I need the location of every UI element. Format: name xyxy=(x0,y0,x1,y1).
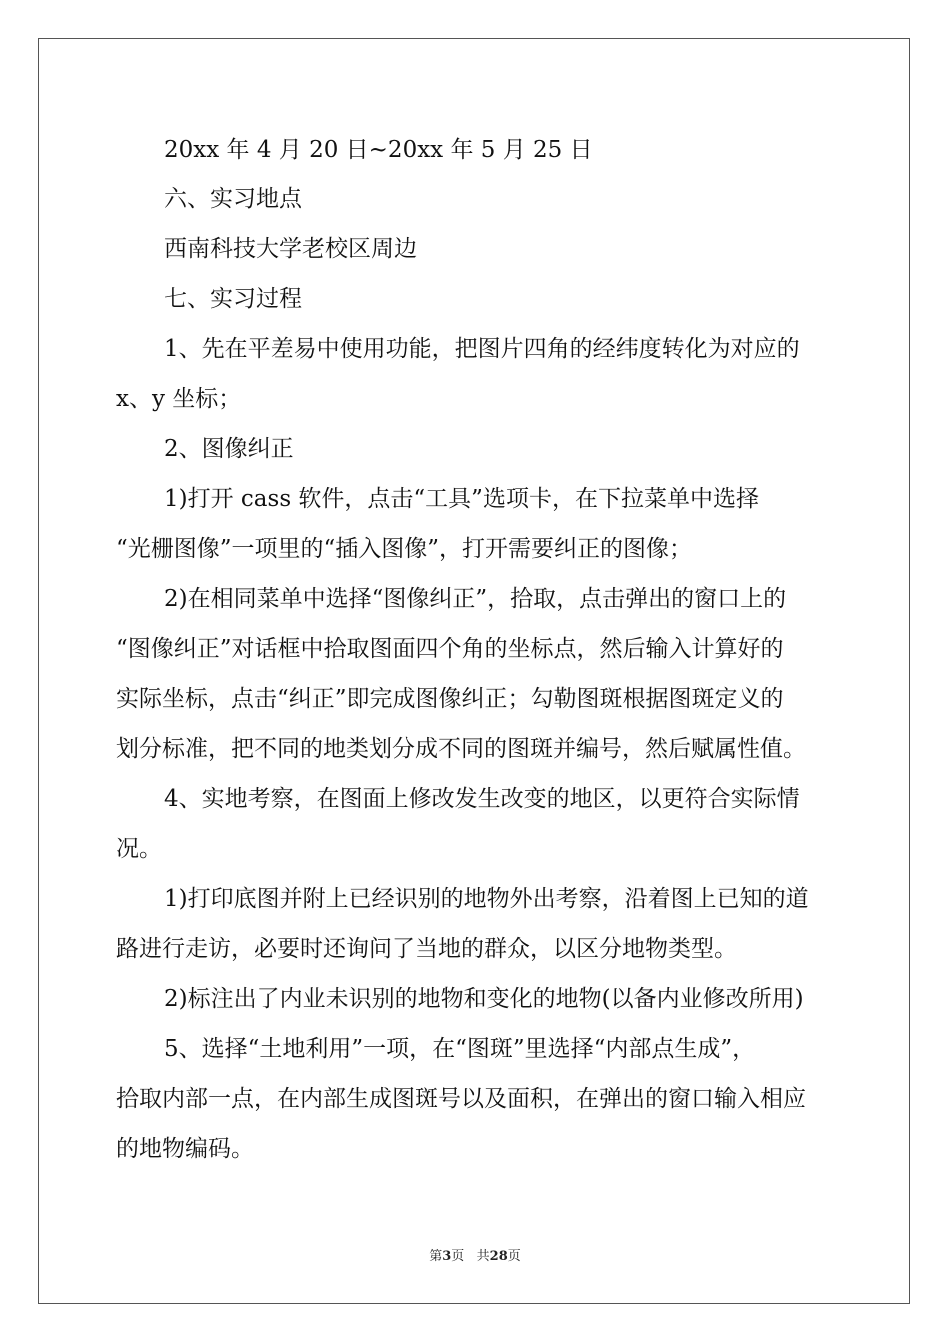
paragraph-line: 1、先在平差易中使用功能，把图片四角的经纬度转化为对应的 xyxy=(164,336,800,362)
paragraph-line: 路进行走访，必要时还询问了当地的群众，以区分地物类型。 xyxy=(116,936,737,962)
step-heading: 2、图像纠正 xyxy=(164,436,294,462)
paragraph-line: 的地物编码。 xyxy=(116,1136,254,1162)
section-heading-location: 六、实习地点 xyxy=(164,186,302,212)
footer-middle: 页 共 xyxy=(451,1249,490,1264)
paragraph-line: 2)标注出了内业未识别的地物和变化的地物(以备内业修改所用) xyxy=(164,986,804,1012)
paragraph-line: x、y 坐标； xyxy=(116,386,242,412)
page-footer xyxy=(0,1248,950,1266)
paragraph-line: 划分标准，把不同的地类划分成不同的图斑并编号，然后赋属性值。 xyxy=(116,736,806,762)
paragraph-line: 实际坐标，点击“纠正”即完成图像纠正；勾勒图斑根据图斑定义的 xyxy=(116,686,784,712)
paragraph-line: “光栅图像”一项里的“插入图像”，打开需要纠正的图像； xyxy=(116,536,693,562)
section-heading-process: 七、实习过程 xyxy=(164,286,302,312)
page-border xyxy=(38,38,910,1304)
paragraph-line: 2)在相同菜单中选择“图像纠正”，拾取，点击弹出的窗口上的 xyxy=(164,586,787,612)
footer-prefix: 第 xyxy=(429,1249,443,1264)
footer-suffix: 页 xyxy=(507,1249,521,1264)
paragraph-line: 1)打开 cass 软件，点击“工具”选项卡，在下拉菜单中选择 xyxy=(164,486,759,512)
paragraph-line: 况。 xyxy=(116,836,162,862)
paragraph-line: “图像纠正”对话框中拾取图面四个角的坐标点，然后输入计算好的 xyxy=(116,636,784,662)
paragraph-line: 1)打印底图并附上已经识别的地物外出考察，沿着图上已知的道 xyxy=(164,886,809,912)
date-range-line: 20xx 年 4 月 20 日~20xx 年 5 月 25 日 xyxy=(164,137,593,163)
total-pages-number: 28 xyxy=(489,1249,508,1264)
current-page-number: 3 xyxy=(442,1249,452,1264)
paragraph-line: 拾取内部一点，在内部生成图斑号以及面积，在弹出的窗口输入相应 xyxy=(116,1086,806,1112)
location-text: 西南科技大学老校区周边 xyxy=(164,236,417,262)
paragraph-line: 5、选择“土地利用”一项，在“图斑”里选择“内部点生成”， xyxy=(164,1036,756,1062)
paragraph-line: 4、实地考察，在图面上修改发生改变的地区，以更符合实际情 xyxy=(164,786,800,812)
